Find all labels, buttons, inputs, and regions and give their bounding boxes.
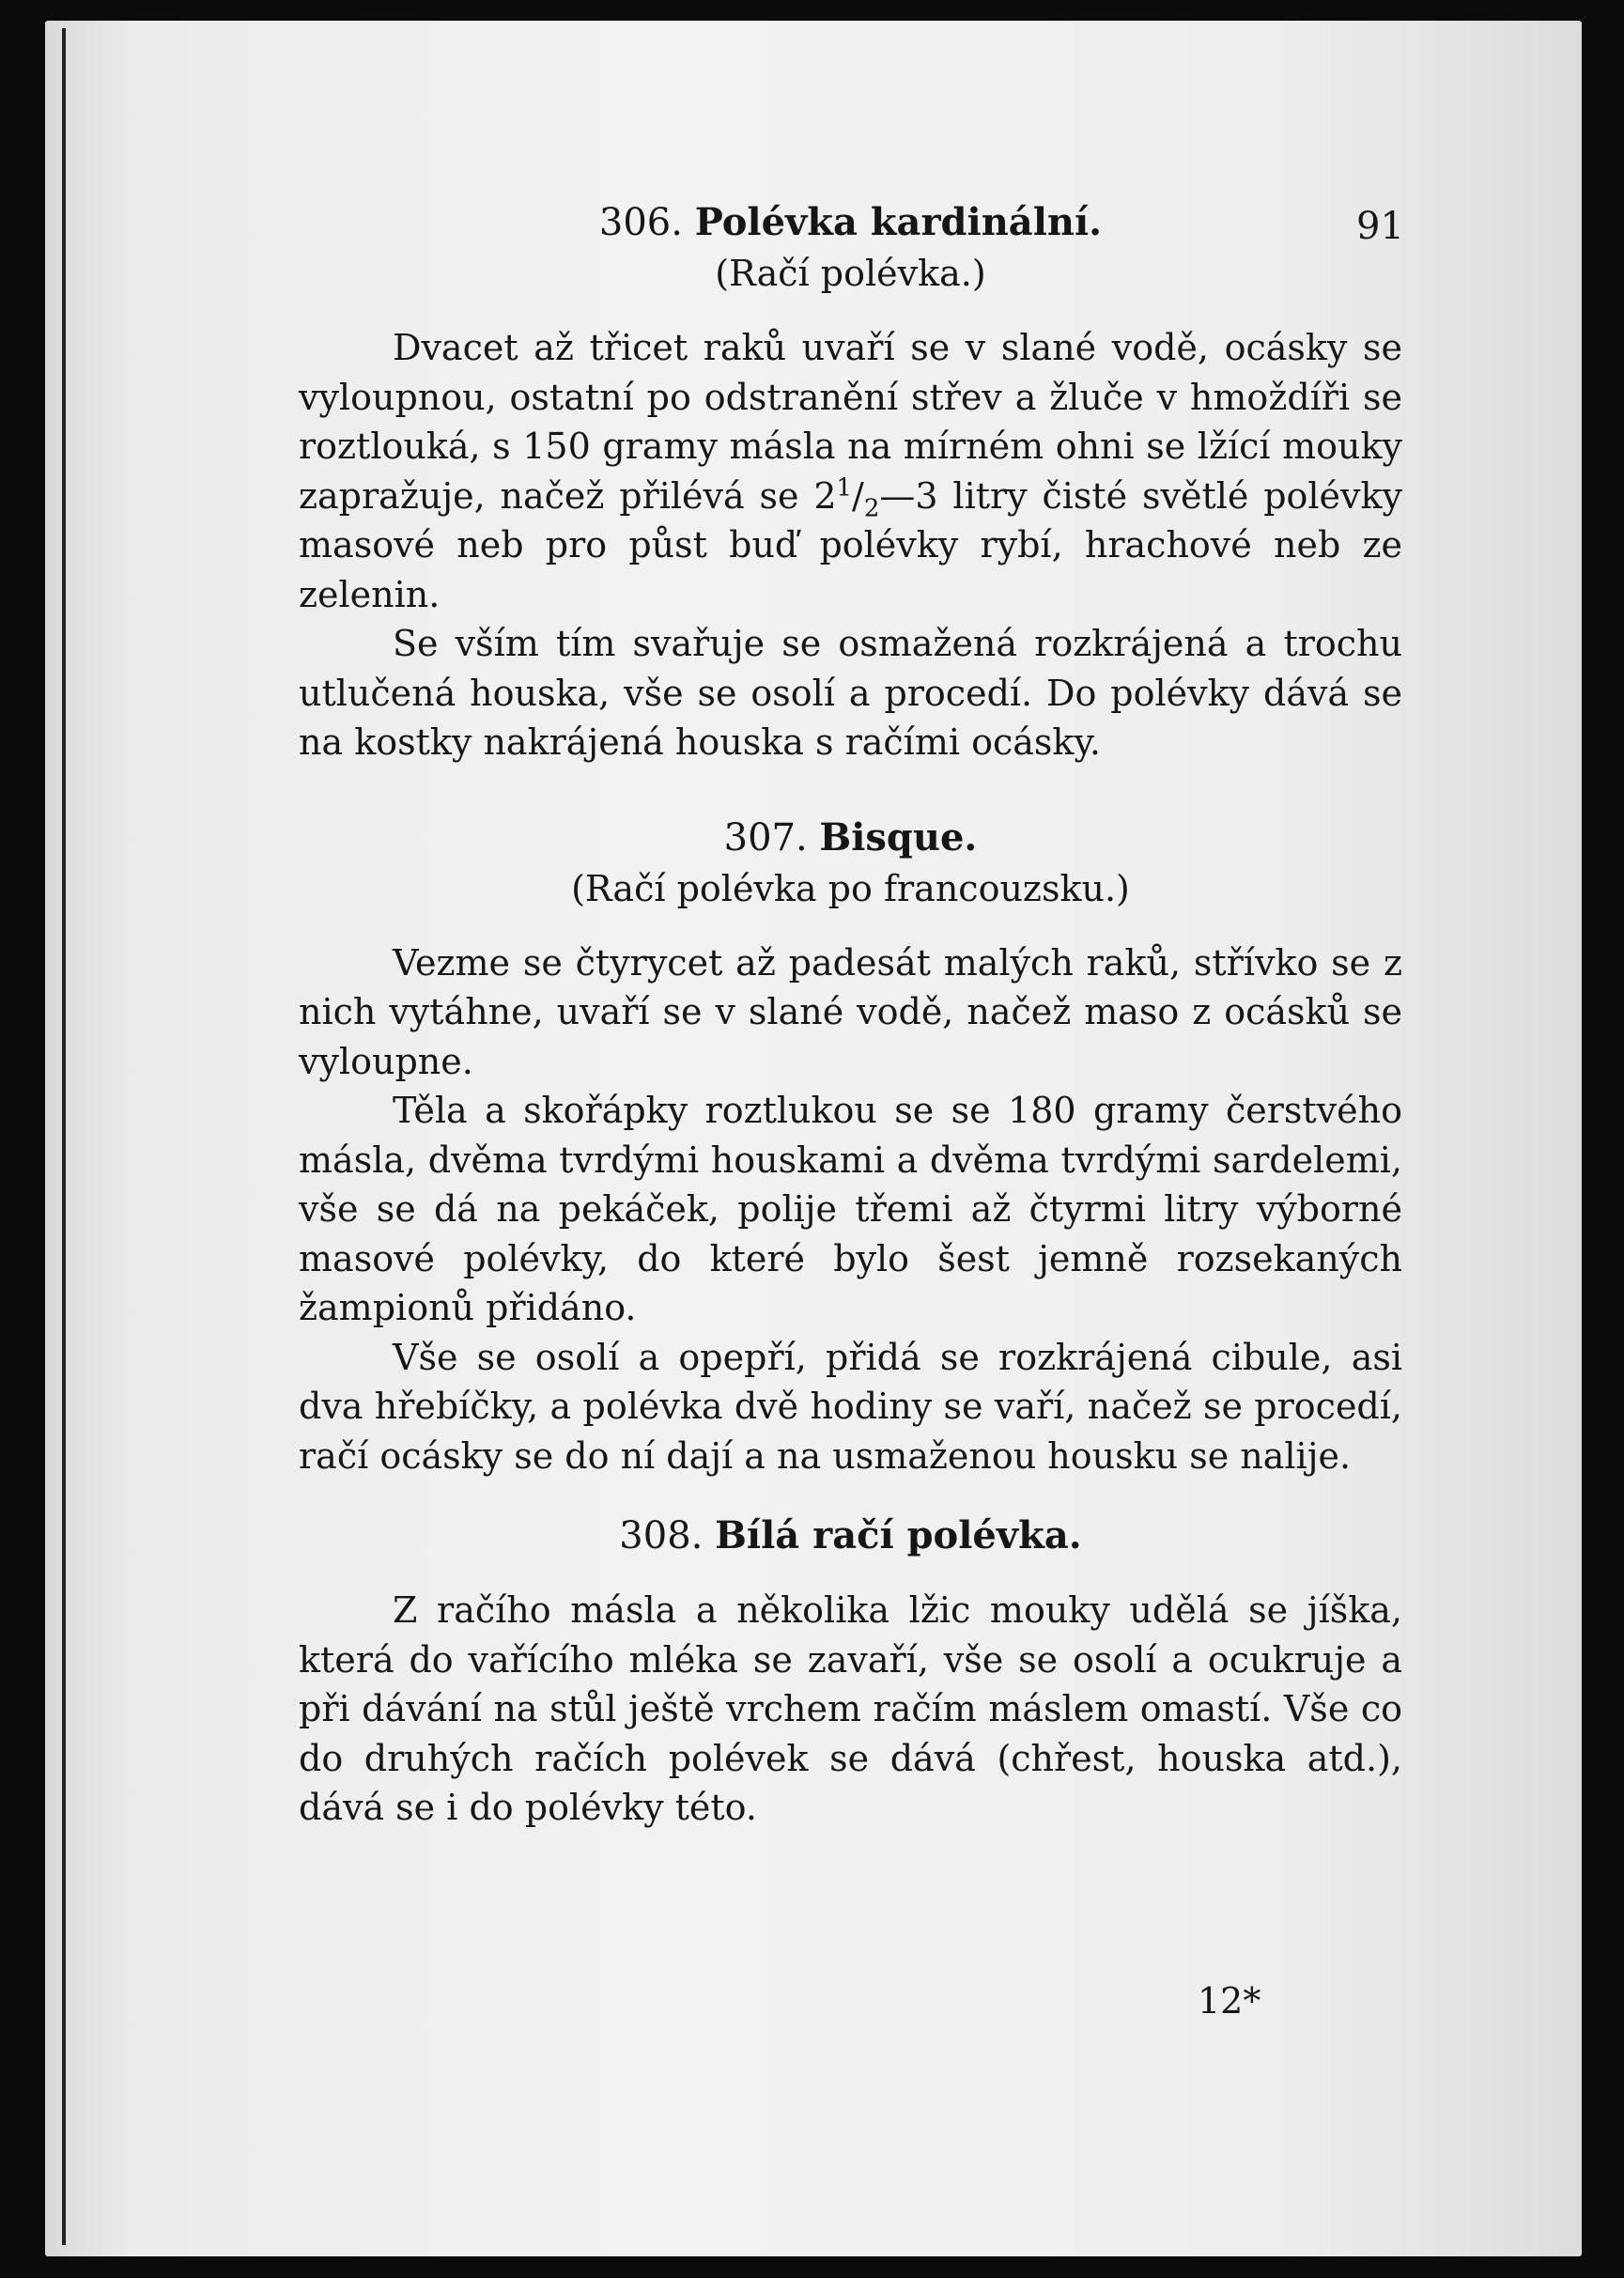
paragraph-text: Dvacet až třicet raků uvaří se v slané vodě, ocásky se vyloupnou, ostatní po odstranění střev a žluče v hmoždíři se roztlouká, s 150 gramy másla na mírném ohni se lžící mouky zapražuje, načež přilévá se 2 (299, 327, 1402, 517)
recipe-subtitle: (Račí polévka.) (715, 253, 986, 294)
paragraph-text: —3 litry čisté světlé polévky masové neb pro půst buď polévky rybí, hrachové neb ze zelenin. (299, 474, 1402, 615)
recipe-paragraph: Dvacet až třicet raků uvaří se v slané vodě, ocásky se vyloupnou, ostatní po odstranění střev a žluče v hmoždíři se roztlouká, s 150 gramy másla na mírném ohni se lžící mouky zapražuje, načež přilévá se $2^1/_2—3$ litry čisté světlé polévky masové neb pro půst buď polévky rybí, hrachové neb ze zelenin. (299, 327, 1402, 615)
recipe-paragraph: Těla a skořápky roztlukou se se 180 gramy čerstvého másla, dvěma tvrdými houskami a dvěma tvrdými sardelemi, vše se dá na pekáček, polije třemi až čtyrmi litry výborné masové polévky, do které bylo šest jemně rozsekaných žampionů přidáno. (299, 1090, 1402, 1328)
printer-signature: 12* (1198, 1980, 1261, 2022)
recipe-308 (299, 1511, 1402, 1833)
fraction-numerator: 1 (836, 473, 853, 502)
recipe-heading (299, 813, 1402, 863)
fraction-denominator: 2 (863, 494, 880, 523)
recipe-title: Polévka kardinální. (694, 200, 1103, 244)
page-number: 91 (1356, 205, 1404, 248)
page-body (299, 197, 1402, 1833)
recipe-306 (299, 197, 1402, 767)
recipe-title: Bílá račí polévka. (715, 1513, 1082, 1557)
recipe-paragraph: Z račího másla a několika lžic mouky udělá se jíška, která do vařícího mléka se zavaří, vše se osolí a ocukruje a při dávání na stůl ještě vrchem račím máslem omastí. Vše co do druhých račích polévek se dává (chřest, houska atd.), dává se i do polévky této. (299, 1589, 1402, 1828)
recipe-heading (299, 197, 1402, 248)
recipe-paragraph: Vezme se čtyrycet až padesát malých raků, střívko se z nich vytáhne, uvaří se v slané vodě, načež maso z ocásků se vyloupne. (299, 941, 1402, 1082)
recipe-number: 307. (723, 815, 808, 860)
recipe-title: Bisque. (819, 814, 978, 860)
recipe-number: 306. (598, 201, 683, 244)
recipe-subtitle: (Račí polévka po francouzsku.) (571, 867, 1130, 909)
recipe-paragraph: Se vším tím svařuje se osmažená rozkrájená a trochu utlučená houska, vše se osolí a procedí. Do polévky dává se na kostky nakrájená houska s račími ocásky. (299, 623, 1402, 763)
binding-edge (62, 28, 66, 2245)
recipe-heading (299, 1511, 1402, 1561)
recipe-307 (299, 813, 1402, 1481)
recipe-paragraph: Vše se osolí a opepří, přidá se rozkrájená cibule, asi dva hřebíčky, a polévka dvě hodiny se vaří, načež se procedí, račí ocásky se do ní dají a na usmaženou housku se nalije. (299, 1336, 1402, 1477)
recipe-number: 308. (619, 1514, 704, 1557)
